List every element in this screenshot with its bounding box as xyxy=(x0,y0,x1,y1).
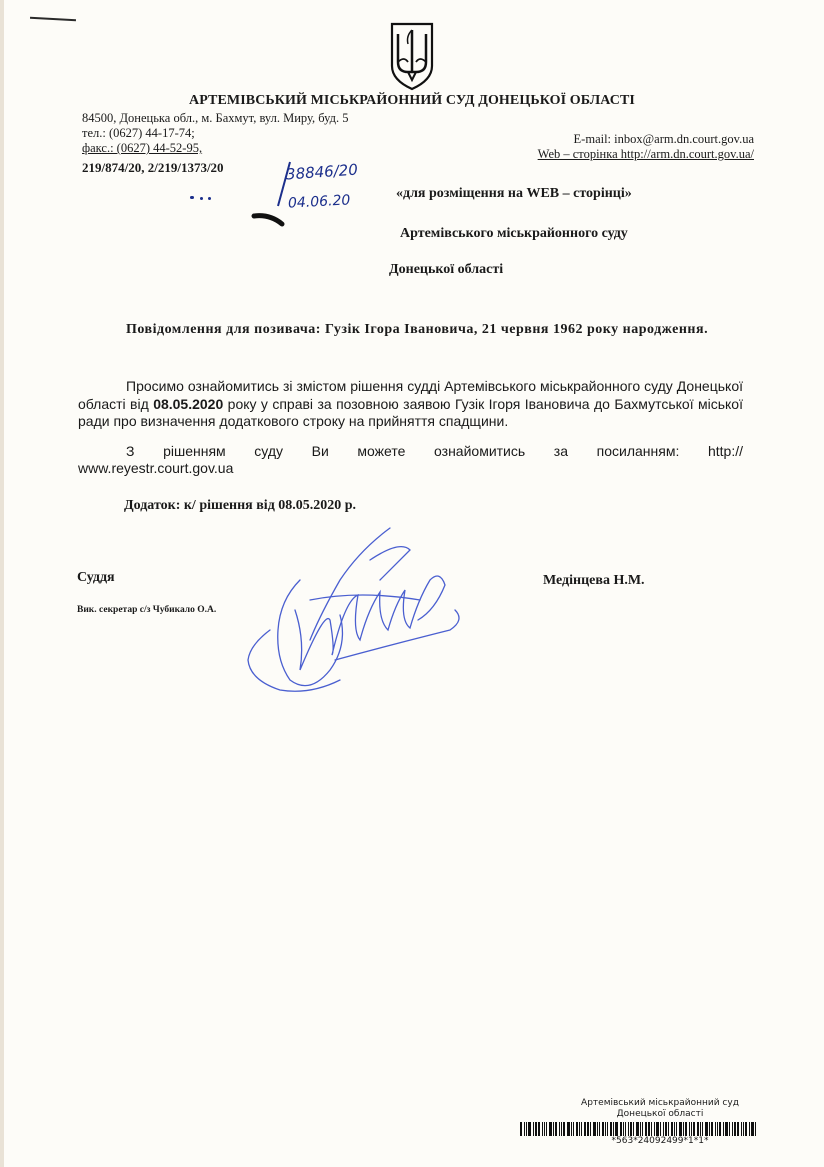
barcode-bar xyxy=(613,1122,614,1136)
barcode-bar xyxy=(590,1122,591,1136)
barcode-bar xyxy=(538,1122,540,1136)
barcode-bar xyxy=(654,1122,655,1136)
barcode-bar xyxy=(642,1122,643,1136)
barcode-bar xyxy=(734,1122,736,1136)
court-address: 84500, Донецька обл., м. Бахмут, вул. Миру, буд. 5 xyxy=(82,111,349,125)
corner-mark xyxy=(30,17,76,21)
barcode-bar xyxy=(549,1122,552,1136)
barcode-bar xyxy=(689,1122,690,1136)
barcode-bar xyxy=(700,1122,701,1136)
barcode-bar xyxy=(623,1122,624,1136)
barcode-bar xyxy=(656,1122,659,1136)
barcode-bar xyxy=(737,1122,739,1136)
barcode-bar xyxy=(683,1122,684,1136)
barcode-bar xyxy=(715,1122,716,1136)
barcode-bar xyxy=(679,1122,682,1136)
registry-stamp xyxy=(520,1098,800,1146)
barcode-bar xyxy=(563,1122,565,1136)
recipient-line-3: Донецької області xyxy=(389,262,504,277)
barcode-bar xyxy=(593,1122,596,1136)
barcode-bar xyxy=(751,1122,754,1136)
barcode-bar xyxy=(628,1122,629,1136)
barcode-bar xyxy=(605,1122,606,1136)
barcode-bar xyxy=(584,1122,586,1136)
barcode-bar xyxy=(620,1122,622,1136)
barcode-bar xyxy=(571,1122,572,1136)
barcode-bar xyxy=(587,1122,589,1136)
handwritten-bracket-icon xyxy=(270,160,300,210)
stamp-court-line-2: Донецької області xyxy=(616,1109,704,1119)
barcode-bar xyxy=(668,1122,669,1136)
barcode-bar xyxy=(633,1122,634,1136)
secretary-name: Вик. секретар с/з Чубикало О.А. xyxy=(77,605,217,615)
barcode-bar xyxy=(755,1122,756,1136)
body-text-before-date: Просимо ознайомитись зі змістом рішення судді Артемівського міськрайонного суду Донецької області від xyxy=(78,378,743,412)
barcode-bar xyxy=(561,1122,562,1136)
court-website: Web – сторінка http://arm.dn.court.gov.ua/ xyxy=(537,147,754,161)
body-paragraph-1 xyxy=(78,378,743,431)
attachment-note: Додаток: к/ рішення від 08.05.2020 р. xyxy=(124,498,357,513)
page-edge xyxy=(0,0,4,1167)
barcode-bar xyxy=(581,1122,582,1136)
barcode-bar xyxy=(697,1122,699,1136)
barcode-bar xyxy=(719,1122,721,1136)
barcode-bar xyxy=(524,1122,525,1136)
barcode-bar xyxy=(723,1122,724,1136)
recipient-line-1: «для розміщення на WEB – сторінці» xyxy=(396,186,632,201)
registry-link: www.reyestr.court.gov.ua xyxy=(78,460,234,476)
court-email: E-mail: inbox@arm.dn.court.gov.ua xyxy=(573,132,754,146)
ink-mark-icon xyxy=(250,210,290,230)
barcode-bar xyxy=(615,1122,618,1136)
notice-heading: Повідомлення для позивача: Гузік Ігора Івановича, 21 червня 1962 року народження. xyxy=(126,322,709,337)
ink-dot xyxy=(208,197,211,200)
barcode-bar xyxy=(567,1122,570,1136)
barcode-bar xyxy=(636,1122,639,1136)
barcode-bar xyxy=(526,1122,527,1136)
barcode-bar xyxy=(691,1122,692,1136)
barcode-bar xyxy=(702,1122,703,1136)
barcode-bar xyxy=(602,1122,604,1136)
barcode-bar xyxy=(745,1122,747,1136)
barcode-bar xyxy=(625,1122,626,1136)
stamp-court-line-1: Артемівський міськрайонний суд xyxy=(581,1098,739,1108)
barcode-bar xyxy=(743,1122,744,1136)
barcode-bar xyxy=(607,1122,608,1136)
handwritten-registration-no: 38846/20 xyxy=(285,160,359,184)
barcode-bar xyxy=(544,1122,545,1136)
barcode-bar xyxy=(542,1122,543,1136)
barcode-bar xyxy=(693,1122,695,1136)
barcode-bar xyxy=(676,1122,677,1136)
barcode-bar xyxy=(528,1122,531,1136)
court-fax: факс.: (0627) 44-52-95, xyxy=(82,141,203,155)
ink-dot xyxy=(190,196,194,199)
barcode-bar xyxy=(573,1122,574,1136)
barcode-bar xyxy=(610,1122,612,1136)
barcode-bar xyxy=(685,1122,687,1136)
barcode-bar xyxy=(709,1122,710,1136)
barcode-bar xyxy=(559,1122,560,1136)
body-text-after-date: року у справі за позовною заявою Гузік Ігоря Івановича до Бахмутської міської ради про визначення додаткового строку на прийняття спадщини. xyxy=(78,395,743,429)
barcode-bar xyxy=(535,1122,537,1136)
judge-label: Суддя xyxy=(77,570,115,585)
decision-date: 08.05.2020 xyxy=(153,395,224,412)
barcode-bar xyxy=(555,1122,557,1136)
body-paragraph-2-line-1: З рішенням суду Ви можете ознайомитись за посиланням: http:// xyxy=(126,443,743,459)
barcode-bar xyxy=(645,1122,647,1136)
barcode-bar xyxy=(599,1122,600,1136)
barcode-bar xyxy=(579,1122,580,1136)
barcode-bar xyxy=(725,1122,728,1136)
recipient-line-2: Артемівського міськрайонного суду xyxy=(400,226,628,241)
barcode-bar xyxy=(717,1122,718,1136)
barcode-bar xyxy=(546,1122,547,1136)
barcode-bar xyxy=(660,1122,661,1136)
barcode-bar xyxy=(741,1122,742,1136)
court-title: АРТЕМІВСЬКИЙ МІСЬКРАЙОННИЙ СУД ДОНЕЦЬКОЇ ОБЛАСТІ xyxy=(189,93,635,108)
case-numbers: 219/874/20, 2/219/1373/20 xyxy=(82,160,224,175)
barcode-bar xyxy=(576,1122,578,1136)
barcode-bar xyxy=(663,1122,664,1136)
barcode xyxy=(520,1122,800,1136)
barcode-bar xyxy=(533,1122,534,1136)
court-phone: тел.: (0627) 44-17-74; xyxy=(82,126,195,140)
barcode-bar xyxy=(671,1122,673,1136)
barcode-bar xyxy=(520,1122,522,1136)
barcode-bar xyxy=(553,1122,554,1136)
barcode-bar xyxy=(711,1122,713,1136)
ink-dot xyxy=(200,197,203,200)
barcode-bar xyxy=(729,1122,730,1136)
barcode-bar xyxy=(630,1122,632,1136)
coat-of-arms-icon xyxy=(386,20,438,92)
barcode-bar xyxy=(674,1122,675,1136)
handwritten-registration-date: 04.06.20 xyxy=(287,192,351,212)
barcode-bar xyxy=(732,1122,733,1136)
barcode-bar xyxy=(651,1122,652,1136)
judge-name: Медінцева Н.М. xyxy=(543,573,645,588)
barcode-bar xyxy=(665,1122,667,1136)
barcode-bar xyxy=(749,1122,750,1136)
barcode-bar xyxy=(705,1122,708,1136)
judge-signature-icon xyxy=(240,520,470,710)
barcode-bar xyxy=(597,1122,598,1136)
barcode-bar xyxy=(648,1122,650,1136)
barcode-bar xyxy=(640,1122,641,1136)
barcode-text: *563*24092499*1*1* xyxy=(611,1136,709,1146)
